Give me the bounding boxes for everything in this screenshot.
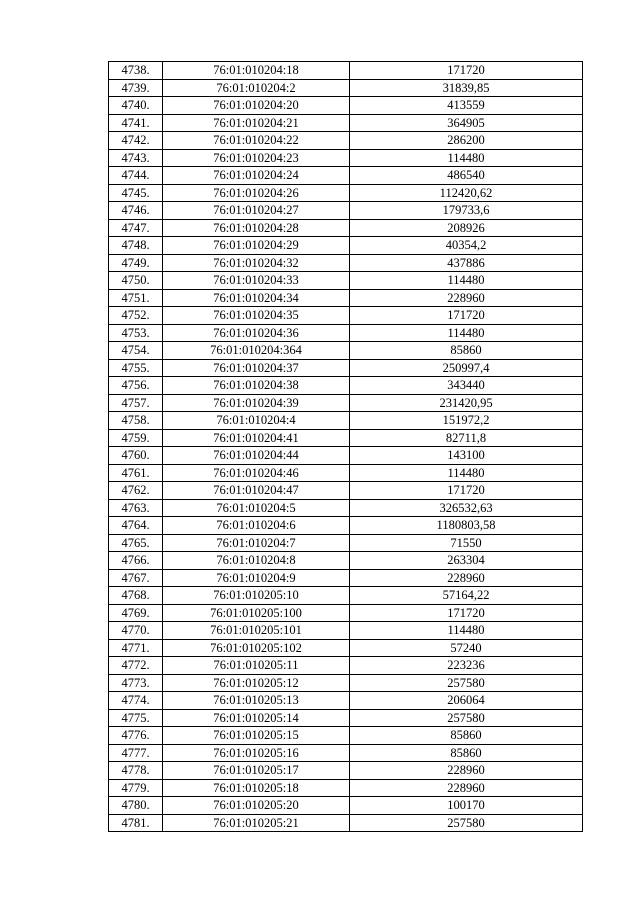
cadastral-value-cell: 437886 [350, 254, 583, 272]
table-row [109, 429, 583, 447]
cadastral-value-cell: 250997,4 [350, 359, 583, 377]
table-row [109, 499, 583, 517]
table-row [109, 569, 583, 587]
cadastral-number-cell: 76:01:010205:12 [163, 674, 350, 692]
cadastral-value-cell: 114480 [350, 149, 583, 167]
row-number-cell: 4779. [109, 779, 163, 797]
row-number-cell: 4766. [109, 552, 163, 570]
cadastral-value-cell: 326532,63 [350, 499, 583, 517]
cadastral-value-cell: 57164,22 [350, 587, 583, 605]
cadastral-number-cell: 76:01:010204:22 [163, 132, 350, 150]
cadastral-number-cell: 76:01:010205:10 [163, 587, 350, 605]
row-number-cell: 4751. [109, 289, 163, 307]
row-number-cell: 4778. [109, 762, 163, 780]
table-row [109, 604, 583, 622]
row-number-cell: 4754. [109, 342, 163, 360]
row-number-cell: 4759. [109, 429, 163, 447]
table-body [109, 62, 583, 832]
row-number-cell: 4767. [109, 569, 163, 587]
cadastral-value-cell: 114480 [350, 272, 583, 290]
cadastral-value-cell: 257580 [350, 709, 583, 727]
table-row [109, 167, 583, 185]
cadastral-value-cell: 228960 [350, 569, 583, 587]
cadastral-number-cell: 76:01:010204:364 [163, 342, 350, 360]
cadastral-value-cell: 206064 [350, 692, 583, 710]
table-row [109, 149, 583, 167]
table-row [109, 237, 583, 255]
row-number-cell: 4740. [109, 97, 163, 115]
row-number-cell: 4768. [109, 587, 163, 605]
table-row [109, 359, 583, 377]
cadastral-number-cell: 76:01:010204:33 [163, 272, 350, 290]
cadastral-number-cell: 76:01:010205:102 [163, 639, 350, 657]
cadastral-value-cell: 57240 [350, 639, 583, 657]
cadastral-value-cell: 171720 [350, 307, 583, 325]
cadastral-value-cell: 343440 [350, 377, 583, 395]
row-number-cell: 4750. [109, 272, 163, 290]
row-number-cell: 4739. [109, 79, 163, 97]
cadastral-value-cell: 71550 [350, 534, 583, 552]
table-row [109, 779, 583, 797]
table-row [109, 342, 583, 360]
row-number-cell: 4748. [109, 237, 163, 255]
cadastral-number-cell: 76:01:010205:21 [163, 814, 350, 832]
cadastral-number-cell: 76:01:010204:35 [163, 307, 350, 325]
row-number-cell: 4742. [109, 132, 163, 150]
row-number-cell: 4777. [109, 744, 163, 762]
cadastral-value-cell: 223236 [350, 657, 583, 675]
cadastral-value-cell: 364905 [350, 114, 583, 132]
table-row [109, 587, 583, 605]
row-number-cell: 4749. [109, 254, 163, 272]
cadastral-value-cell: 231420,95 [350, 394, 583, 412]
cadastral-number-cell: 76:01:010205:18 [163, 779, 350, 797]
cadastral-number-cell: 76:01:010204:32 [163, 254, 350, 272]
cadastral-number-cell: 76:01:010204:38 [163, 377, 350, 395]
cadastral-number-cell: 76:01:010204:23 [163, 149, 350, 167]
cadastral-number-cell: 76:01:010204:27 [163, 202, 350, 220]
table-row [109, 114, 583, 132]
row-number-cell: 4764. [109, 517, 163, 535]
table-row [109, 482, 583, 500]
table-row [109, 814, 583, 832]
table-row [109, 307, 583, 325]
cadastral-number-cell: 76:01:010204:20 [163, 97, 350, 115]
cadastral-number-cell: 76:01:010204:26 [163, 184, 350, 202]
cadastral-number-cell: 76:01:010204:39 [163, 394, 350, 412]
row-number-cell: 4765. [109, 534, 163, 552]
cadastral-number-cell: 76:01:010205:13 [163, 692, 350, 710]
table-row [109, 97, 583, 115]
cadastral-number-cell: 76:01:010204:24 [163, 167, 350, 185]
cadastral-value-cell: 151972,2 [350, 412, 583, 430]
cadastral-number-cell: 76:01:010205:16 [163, 744, 350, 762]
table-row [109, 324, 583, 342]
row-number-cell: 4755. [109, 359, 163, 377]
table-row [109, 657, 583, 675]
table-row [109, 517, 583, 535]
table-row [109, 639, 583, 657]
cadastral-number-cell: 76:01:010204:2 [163, 79, 350, 97]
row-number-cell: 4757. [109, 394, 163, 412]
table-row [109, 377, 583, 395]
row-number-cell: 4760. [109, 447, 163, 465]
cadastral-value-cell: 208926 [350, 219, 583, 237]
table-row [109, 447, 583, 465]
row-number-cell: 4746. [109, 202, 163, 220]
table-row [109, 79, 583, 97]
cadastral-value-cell: 228960 [350, 779, 583, 797]
cadastral-value-cell: 82711,8 [350, 429, 583, 447]
cadastral-value-cell: 114480 [350, 464, 583, 482]
cadastral-value-cell: 413559 [350, 97, 583, 115]
table-row [109, 219, 583, 237]
row-number-cell: 4770. [109, 622, 163, 640]
cadastral-number-cell: 76:01:010204:44 [163, 447, 350, 465]
cadastral-number-cell: 76:01:010205:11 [163, 657, 350, 675]
cadastral-value-cell: 143100 [350, 447, 583, 465]
row-number-cell: 4753. [109, 324, 163, 342]
cadastral-value-cell: 85860 [350, 727, 583, 745]
table-row [109, 464, 583, 482]
row-number-cell: 4773. [109, 674, 163, 692]
cadastral-number-cell: 76:01:010204:5 [163, 499, 350, 517]
cadastral-number-cell: 76:01:010204:47 [163, 482, 350, 500]
row-number-cell: 4745. [109, 184, 163, 202]
table-row [109, 534, 583, 552]
cadastral-number-cell: 76:01:010205:14 [163, 709, 350, 727]
table-row [109, 184, 583, 202]
cadastral-value-cell: 40354,2 [350, 237, 583, 255]
row-number-cell: 4756. [109, 377, 163, 395]
row-number-cell: 4743. [109, 149, 163, 167]
row-number-cell: 4769. [109, 604, 163, 622]
row-number-cell: 4774. [109, 692, 163, 710]
row-number-cell: 4775. [109, 709, 163, 727]
cadastral-number-cell: 76:01:010204:9 [163, 569, 350, 587]
cadastral-value-cell: 228960 [350, 289, 583, 307]
cadastral-value-cell: 171720 [350, 604, 583, 622]
cadastral-number-cell: 76:01:010204:29 [163, 237, 350, 255]
table-row [109, 202, 583, 220]
cadastral-value-cell: 31839,85 [350, 79, 583, 97]
row-number-cell: 4752. [109, 307, 163, 325]
row-number-cell: 4772. [109, 657, 163, 675]
table-row [109, 797, 583, 815]
cadastral-value-cell: 114480 [350, 324, 583, 342]
cadastral-value-table [108, 61, 583, 832]
row-number-cell: 4780. [109, 797, 163, 815]
cadastral-number-cell: 76:01:010204:28 [163, 219, 350, 237]
cadastral-value-cell: 171720 [350, 62, 583, 80]
table-row [109, 692, 583, 710]
table-row [109, 272, 583, 290]
cadastral-number-cell: 76:01:010204:8 [163, 552, 350, 570]
cadastral-value-cell: 286200 [350, 132, 583, 150]
row-number-cell: 4771. [109, 639, 163, 657]
cadastral-value-cell: 100170 [350, 797, 583, 815]
table-row [109, 674, 583, 692]
row-number-cell: 4761. [109, 464, 163, 482]
table-row [109, 552, 583, 570]
table-row [109, 709, 583, 727]
cadastral-number-cell: 76:01:010205:100 [163, 604, 350, 622]
table-row [109, 412, 583, 430]
row-number-cell: 4763. [109, 499, 163, 517]
table-row [109, 62, 583, 80]
cadastral-number-cell: 76:01:010205:17 [163, 762, 350, 780]
row-number-cell: 4744. [109, 167, 163, 185]
cadastral-value-cell: 85860 [350, 342, 583, 360]
cadastral-value-cell: 263304 [350, 552, 583, 570]
cadastral-value-cell: 112420,62 [350, 184, 583, 202]
cadastral-number-cell: 76:01:010204:18 [163, 62, 350, 80]
cadastral-number-cell: 76:01:010204:36 [163, 324, 350, 342]
cadastral-number-cell: 76:01:010204:21 [163, 114, 350, 132]
row-number-cell: 4741. [109, 114, 163, 132]
table-row [109, 394, 583, 412]
cadastral-number-cell: 76:01:010204:4 [163, 412, 350, 430]
cadastral-value-cell: 179733,6 [350, 202, 583, 220]
cadastral-number-cell: 76:01:010204:34 [163, 289, 350, 307]
table-row [109, 254, 583, 272]
cadastral-value-cell: 1180803,58 [350, 517, 583, 535]
cadastral-value-cell: 257580 [350, 814, 583, 832]
cadastral-number-cell: 76:01:010205:15 [163, 727, 350, 745]
cadastral-number-cell: 76:01:010204:46 [163, 464, 350, 482]
table-row [109, 727, 583, 745]
row-number-cell: 4758. [109, 412, 163, 430]
table-row [109, 744, 583, 762]
cadastral-value-cell: 257580 [350, 674, 583, 692]
cadastral-value-cell: 228960 [350, 762, 583, 780]
cadastral-value-cell: 486540 [350, 167, 583, 185]
table-row [109, 132, 583, 150]
cadastral-value-cell: 114480 [350, 622, 583, 640]
table-row [109, 622, 583, 640]
cadastral-value-cell: 171720 [350, 482, 583, 500]
cadastral-number-cell: 76:01:010204:7 [163, 534, 350, 552]
row-number-cell: 4762. [109, 482, 163, 500]
row-number-cell: 4776. [109, 727, 163, 745]
cadastral-number-cell: 76:01:010204:6 [163, 517, 350, 535]
cadastral-number-cell: 76:01:010205:101 [163, 622, 350, 640]
row-number-cell: 4747. [109, 219, 163, 237]
table-row [109, 762, 583, 780]
cadastral-value-cell: 85860 [350, 744, 583, 762]
row-number-cell: 4738. [109, 62, 163, 80]
cadastral-number-cell: 76:01:010204:41 [163, 429, 350, 447]
table-row [109, 289, 583, 307]
row-number-cell: 4781. [109, 814, 163, 832]
cadastral-number-cell: 76:01:010204:37 [163, 359, 350, 377]
cadastral-number-cell: 76:01:010205:20 [163, 797, 350, 815]
